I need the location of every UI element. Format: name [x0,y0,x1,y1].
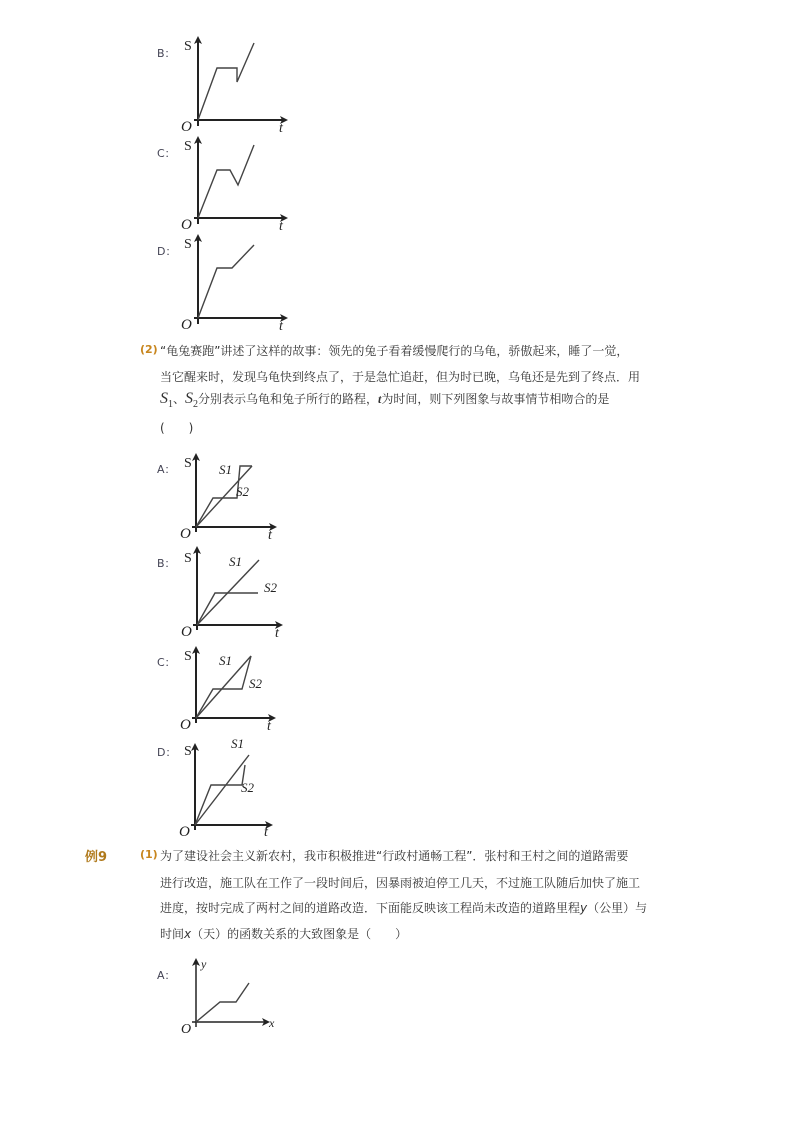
question-text-line: 为了建设社会主义新农村，我市积极推进“行政村通畅工程”．张村和王村之间的道路需要 [160,849,629,863]
graph-ex9-a [181,957,275,1037]
svg-text:t: t [279,319,283,334]
svg-text:S1: S1 [229,554,242,569]
question-text-line: $S_1$、$S_2$分别表示乌龟和兔子所行的路程，t为时间，则下列图象与故事情节相吻合的是 [160,390,610,411]
svg-text:S1: S1 [231,736,244,751]
svg-text:S: S [184,39,192,54]
svg-text:S2: S2 [264,580,277,595]
svg-text:S1: S1 [219,462,232,477]
option-label-b: B： [157,557,176,570]
question-text-line: 时间x（天）的函数关系的大致图象是（ ） [160,927,408,941]
svg-text:t: t [268,528,272,543]
svg-text:S: S [184,456,192,471]
svg-text:O: O [180,717,191,733]
svg-text:O: O [181,119,192,135]
example-title: 例9 [85,850,108,865]
answer-blank: ( ) [160,421,194,435]
svg-text:O: O [181,624,192,640]
svg-text:S: S [184,551,192,566]
svg-text:S1: S1 [219,653,232,668]
svg-text:S: S [184,237,192,252]
option-label-a: A： [157,969,176,982]
math-s1: $S_1$ [160,390,173,411]
svg-text:O: O [181,1022,192,1037]
option-label-b: B： [157,47,176,60]
svg-text:S2: S2 [236,484,249,499]
option-label-a: A： [157,463,176,476]
option-label-d: D： [157,746,177,759]
svg-text:O: O [181,317,192,333]
question-number: (1) [140,848,158,861]
question-text-line: 进行改造，施工队在工作了一段时间后，因暴雨被迫停工几天，不过施工队随后加快了施工 [160,876,641,890]
svg-text:S2: S2 [249,676,262,691]
graph-q1-c [181,138,286,234]
svg-text:x: x [269,1016,275,1030]
graph-q1-b [181,38,286,136]
svg-text:O: O [180,526,191,542]
svg-text:O: O [181,217,192,233]
option-label-c: C： [157,147,176,160]
svg-text:t: t [279,121,283,136]
option-label-c: C： [157,656,176,669]
question-text-line: 当它醒来时，发现乌龟快到终点了，于是急忙追赶，但为时已晚，乌龟还是先到了终点．用 [160,370,641,384]
question-number: (2) [140,343,158,356]
graph-q2-c [180,648,274,734]
svg-text:t: t [264,825,268,840]
svg-text:y: y [201,957,207,971]
question-text-line: 进度，按时完成了两村之间的道路改造．下面能反映该工程尚未改造的道路里程y（公里）与 [160,901,648,915]
svg-text:S2: S2 [241,780,254,795]
svg-text:t: t [279,219,283,234]
svg-text:S: S [184,744,192,759]
svg-text:t: t [267,719,271,734]
svg-text:S: S [184,649,192,664]
graph-q2-b [181,548,281,641]
question-text-line: “龟兔赛跑”讲述了这样的故事：领先的兔子看着缓慢爬行的乌龟，骄傲起来，睡了一觉， [160,344,629,358]
svg-text:S: S [184,139,192,154]
graph-q2-d [179,736,271,840]
option-label-d: D： [157,245,177,258]
graph-q1-d [181,236,286,334]
math-s2: $S_2$ [185,390,199,411]
svg-text:O: O [179,824,190,840]
svg-text:t: t [275,626,279,641]
graph-q2-a [180,455,275,543]
